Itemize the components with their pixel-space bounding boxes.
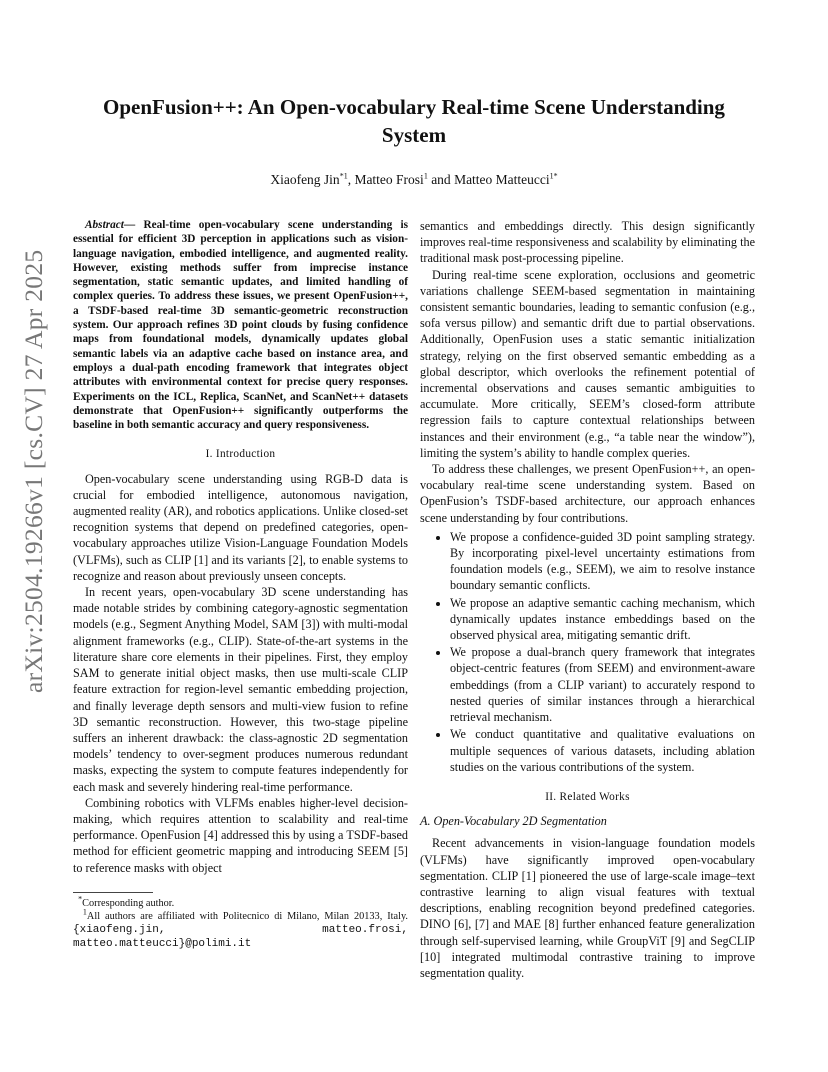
author-list <box>70 172 758 188</box>
list-item: • We propose a confidence-guided 3D point sampling strategy. By incorporating pixel-level uncertainty estimations from foundation models (e.g., SEEM), we aim to resolve instance boundary semantic conflicts. <box>450 529 755 594</box>
list-item: • We conduct quantitative and qualitative evaluations on multiple sequences of various datasets, including ablation studies on the various contributions of the system. <box>450 726 755 775</box>
footnotes <box>73 894 408 951</box>
subsection-heading: A. Open-Vocabulary 2D Segmentation <box>420 814 607 829</box>
footnote-mark: 1 <box>82 907 87 917</box>
paragraph: Open-vocabulary scene understanding using RGB-D data is crucial for embodied intelligence, autonomous navigation, augmented reality (AR), and robotics applications. Unlike closed-set recognition systems that depend on predefined categories, open-vocabulary approaches utilize Vision-Language Foundation Models (VLFMs), such as CLIP [1] and its variants [2], to enable systems to recognize and reason about previously unseen concepts. <box>73 471 408 583</box>
section-heading-related-works: II. Related Works <box>545 790 630 803</box>
abstract-label: Abstract <box>85 219 124 231</box>
list-item: • We propose a dual-branch query framework that integrates object-centric features (from SEEM) and environment-aware embeddings (from a CLIP variant) to accurately respond to nested queries of similar instances through a hierarchical retrieval mechanism. <box>450 644 755 725</box>
footnote-text: All authors are affiliated with Politecnico di Milano, Milan 20133, Italy. <box>86 910 408 922</box>
footnote-corresponding <box>73 894 408 910</box>
footnote-affiliation <box>73 907 408 951</box>
contribution-list <box>420 529 755 775</box>
footnote-text: Corresponding author. <box>82 897 175 909</box>
author-affiliation-mark: 1 <box>423 171 428 181</box>
footnote-divider <box>73 892 153 893</box>
abstract-text: — Real-time open-vocabulary scene understanding is essential for efficient 3D perception in applications such as vision-language navigation, embodied intelligence, and augmented reality. However, existing methods suffer from imprecise instance segmentation, static semantic updates, and limited handling of complex queries. To address these issues, we present OpenFusion++, a TSDF-based real-time 3D semantic-geometric reconstruction system. Our approach refines 3D point clouds by fusing confidence maps from foundational models, dynamically updates global semantic labels via an adaptive cache based on instance area, and employs a dual-path encoding framework that integrates object attributes with environmental context for precise query responses. Experiments on the ICL, Replica, ScanNet, and ScanNet++ datasets demonstrate that OpenFusion++ significantly outperforms the baseline in both semantic accuracy and query responsiveness. <box>73 219 408 432</box>
author-affiliation-mark: *1 <box>339 171 348 181</box>
author-separator: and <box>427 172 455 187</box>
paragraph: semantics and embeddings directly. This design significantly improves real-time responsiveness and scalability by eliminating the traditional mask post-processing pipeline. <box>420 219 755 266</box>
author-name: Matteo Matteucci <box>454 172 550 187</box>
author-emails: {xiaofeng.jin, matteo.frosi, matteo.matteucci}@polimi.it <box>73 923 408 950</box>
abstract <box>73 218 408 432</box>
arxiv-identifier: arXiv:2504.19266v1 [cs.CV] 27 Apr 2025 <box>19 249 48 693</box>
author-name: Matteo Frosi <box>354 172 424 187</box>
author-name: Xiaofeng Jin <box>270 172 340 187</box>
paragraph: Recent advancements in vision-language foundation models (VLFMs) have significantly improved open-vocabulary segmentation. CLIP [1] pioneered the use of large-scale image–text contrastive learning to align visual features with textual descriptions, enabling recognition beyond predefined categories. DINO [6], [7] and MAE [8] further enhanced feature generalization through self-supervised learning, while GroupViT [9] and SegCLIP [10] integrated multimodal contrastive training to improve segmentation quality. <box>420 836 755 980</box>
author-affiliation-mark: 1* <box>549 171 558 181</box>
paragraph: During real-time scene exploration, occlusions and geometric variations challenge SEEM-based segmentation in maintaining consistent semantic boundaries, leading to semantic confusion (e.g., sofa versus pillow) and semantic drift due to partial observations. Additionally, OpenFusion uses a static semantic initialization strategy, relying on the first observed semantic embedding as a global descriptor, which overlooks the refinement potential of incremental observations and causes semantic ambiguities to accumulate. More critically, SEEM’s closed-form attribute regression fails to capture contextual relationships between instances and their environment (e.g., “a table near the window”), limiting the system’s ability to handle complex queries. <box>420 267 755 460</box>
section-heading-introduction: I. Introduction <box>205 448 276 461</box>
paragraph: In recent years, open-vocabulary 3D scene understanding has made notable strides by combining category-agnostic segmentation models (e.g., Segment Anything Model, SAM [3]) with multi-modal alignment frameworks (e.g., CLIP). State-of-the-art systems in the literature share core elements in their pipelines. First, they employ SAM to generate initial object masks, then use multi-scale CLIP feature extraction for region-level semantic embedding projection, and finally leverage depth sensors and multi-view fusion to refine 3D semantic reconstruction. However, this two-stage pipeline suffers an inherent drawback: the class-agnostic 2D segmentation models’ tendency to over-segment produces numerous redundant masks, expecting the system to compute features independently for each mask and severely hindering real-time performance. <box>73 585 408 794</box>
paper-title: OpenFusion++: An Open-vocabulary Real-time Scene Understanding System <box>103 95 725 147</box>
right-column <box>420 218 755 981</box>
paragraph: Combining robotics with VLFMs enables higher-level decision-making, which requires attention to scalability and real-time performance. OpenFusion [4] addressed this by using a TSDF-based method for efficient geometric mapping and introducing SEEM [5] to reference masks with object <box>73 795 408 875</box>
left-column <box>73 218 408 951</box>
list-item: • We propose an adaptive semantic caching mechanism, which dynamically updates instance embeddings based on the observed physical area, mitigating semantic drift. <box>450 595 755 644</box>
footnote-mark: * <box>78 894 83 904</box>
author-separator: , <box>347 172 355 187</box>
paragraph: To address these challenges, we present OpenFusion++, an open-vocabulary real-time scene understanding system. Based on OpenFusion’s TSDF-based architecture, our approach enhances scene understanding by four contributions. <box>420 462 755 525</box>
